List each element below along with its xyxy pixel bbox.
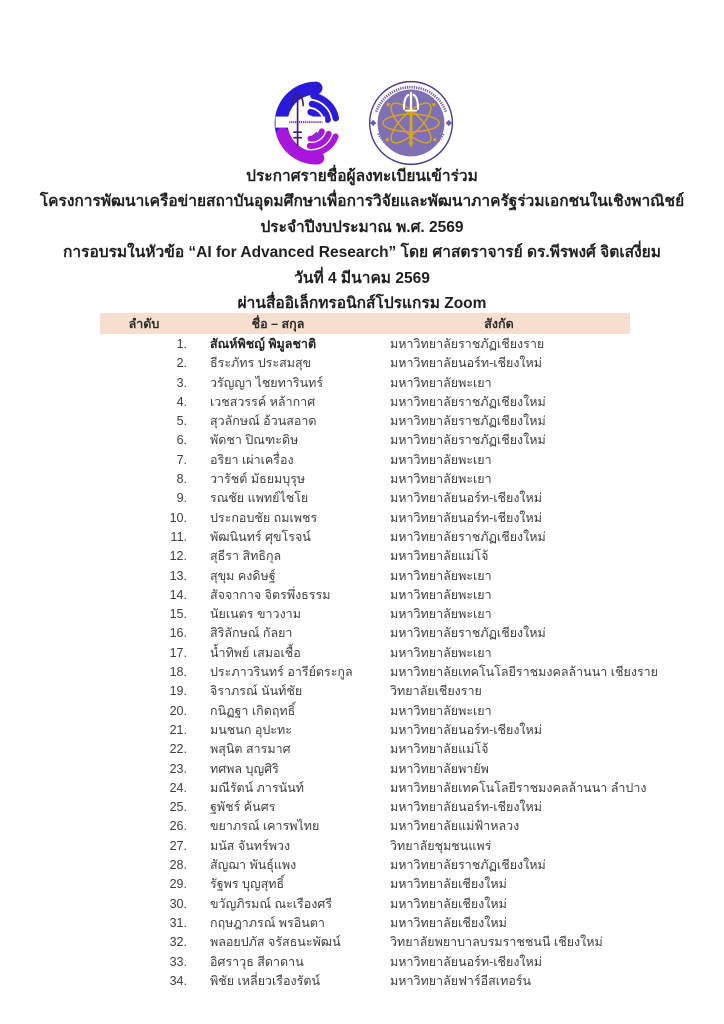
row-number: 24. <box>169 780 187 795</box>
participant-name: พัฒนินทร์ ศุขโรจน์ <box>210 529 311 544</box>
row-number: 14. <box>169 587 187 602</box>
row-number: 9. <box>176 491 187 506</box>
participant-name: พิชัย เหลี่ยวเรืองรัตน์ <box>210 973 321 988</box>
participant-affiliation: มหาวิทยาลัยเชียงใหม่ <box>390 877 507 892</box>
row-number: 1. <box>176 337 187 351</box>
row-number: 6. <box>176 433 187 448</box>
row-number: 17. <box>169 645 187 660</box>
participant-name: ธีระภัทร ประสมสุข <box>210 356 312 371</box>
table-row <box>100 373 630 392</box>
participant-affiliation: มหาวิทยาลัยแม่ฟ้าหลวง <box>390 819 520 834</box>
row-number: 7. <box>176 452 187 467</box>
row-number: 16. <box>169 626 187 641</box>
project-name-line: โครงการพัฒนาเครือข่ายสถาบันอุดมศึกษาเพื่อการวิจัยและพัฒนาภาครัฐร่วมเอกชนในเชิงพาณิชย์ <box>39 193 685 211</box>
table-row <box>100 623 630 642</box>
table-row <box>100 643 630 662</box>
participant-affiliation: วิทยาลัยพยาบาลบรมราชชนนี เชียงใหม่ <box>390 935 603 950</box>
row-number: 11. <box>170 529 187 544</box>
participant-affiliation: มหาวิทยาลัยเทคโนโลยีราชมงคลล้านนา เชียงราย <box>390 665 658 680</box>
row-number: 28. <box>169 858 187 873</box>
participant-affiliation: มหาวิทยาลัยพายัพ <box>390 761 489 776</box>
participant-name: วารัชต์ มัธยมบุรุษ <box>210 472 306 487</box>
table-row <box>100 778 647 797</box>
participant-name: กนิฏฐา เกิดฤทธิ์ <box>210 703 296 718</box>
participant-affiliation: มหาวิทยาลัยพะเยา <box>390 472 492 487</box>
row-number: 34. <box>169 973 187 988</box>
participant-affiliation: มหาวิทยาลัยนอร์ท-เชียงใหม่ <box>390 800 543 815</box>
participant-affiliation: มหาวิทยาลัยพะเยา <box>390 607 492 622</box>
row-number: 33. <box>169 954 187 969</box>
row-number: 29. <box>169 877 187 892</box>
participant-name: รัฐพร บุญสุทธิ์ <box>210 877 285 892</box>
table-row <box>100 546 630 565</box>
participant-name: ทศพล บุญศิริ <box>210 761 279 776</box>
table-row <box>100 681 630 700</box>
row-number: 10. <box>169 510 187 525</box>
row-number: 18. <box>169 665 187 680</box>
participant-affiliation: มหาวิทยาลัยพะเยา <box>390 587 492 602</box>
column-header-number: ลำดับ <box>128 316 160 331</box>
table-header-row <box>100 313 630 334</box>
table-body <box>100 334 658 990</box>
participant-name: ขวัญภิรมณ์ ณะเรืองศรี <box>210 896 333 911</box>
title-block <box>0 164 724 316</box>
table-row <box>100 874 630 893</box>
participant-name: สัจจากาจ จิตรพึ่งธรรม <box>210 587 331 602</box>
table-row <box>100 759 630 778</box>
participant-affiliation: วิทยาลัยชุมชนแพร่ <box>390 838 492 853</box>
participant-name: สุขุม คงดิษฐ์ <box>210 568 276 583</box>
participant-name: สุธีรา สิทธิกุล <box>210 549 282 564</box>
participant-name: สัณห์พิชญ์ พิมูลชาติ <box>210 337 317 351</box>
participant-affiliation: มหาวิทยาลัยราชภัฏเชียงใหม่ <box>390 394 546 409</box>
row-number: 19. <box>169 684 187 699</box>
row-number: 8. <box>176 472 187 487</box>
table-row <box>100 720 630 739</box>
table-row <box>100 971 630 990</box>
row-number: 13. <box>169 568 187 583</box>
participant-name: พัดชา ปิณฑะดิษ <box>210 433 299 448</box>
participant-affiliation: มหาวิทยาลัยแม่โจ้ <box>390 549 489 564</box>
participant-name: นัยเนตร ขาวงาม <box>210 607 301 622</box>
university-seal-icon <box>367 79 455 169</box>
science-park-logo-icon <box>270 77 362 169</box>
participant-affiliation: มหาวิทยาลัยพะเยา <box>390 568 492 583</box>
participant-name: น้ำทิพย์ เสมอเชื้อ <box>210 645 301 660</box>
participants-table <box>100 313 658 990</box>
row-number: 26. <box>169 819 187 834</box>
row-number: 12. <box>169 549 187 564</box>
participant-name: พสุนิต สารมาศ <box>210 742 291 757</box>
row-number: 22. <box>169 742 187 757</box>
row-number: 30. <box>169 896 187 911</box>
participant-affiliation: มหาวิทยาลัยพะเยา <box>390 703 492 718</box>
row-number: 15. <box>169 607 187 622</box>
participant-name: อริยา เผ่าเครื่อง <box>210 452 294 467</box>
participant-name: กฤษฎาภรณ์ พรอินตา <box>210 915 325 930</box>
participant-affiliation: มหาวิทยาลัยนอร์ท-เชียงใหม่ <box>390 722 543 737</box>
participant-affiliation: มหาวิทยาลัยราชภัฏเชียงใหม่ <box>390 433 546 448</box>
table-row <box>100 585 630 604</box>
row-number: 2. <box>176 356 187 371</box>
participant-name: มนชนก อุปะทะ <box>210 722 292 737</box>
row-number: 27. <box>169 838 187 853</box>
table-row <box>100 932 630 951</box>
table-row <box>100 855 630 874</box>
table-row <box>100 353 630 372</box>
row-number: 23. <box>169 761 187 776</box>
table-row <box>100 662 658 681</box>
participant-affiliation: มหาวิทยาลัยราชภัฏเชียงราย <box>390 337 545 351</box>
participant-name: มณีรัตน์ ภารนันท์ <box>210 780 304 795</box>
table-row <box>100 836 630 855</box>
participant-affiliation: มหาวิทยาลัยพะเยา <box>390 645 492 660</box>
participant-affiliation: มหาวิทยาลัยพะเยา <box>390 452 492 467</box>
participant-name: ขยาภรณ์ เคารพไทย <box>210 819 320 834</box>
participant-name: รณชัย แพทย์ไชโย <box>210 491 309 506</box>
participant-name: สิริลักษณ์ กัลยา <box>210 626 293 641</box>
participant-name: วรัญญา ไชยทารินทร์ <box>210 375 324 390</box>
participant-affiliation: มหาวิทยาลัยฟาร์อีสเทอร์น <box>390 973 532 988</box>
table-row <box>100 527 630 546</box>
participant-name: ประภาวรินทร์ อารีย์ตระกูล <box>210 665 353 680</box>
platform-line: ผ่านสื่ออิเล็กทรอนิกส์โปรแกรม Zoom <box>237 295 487 313</box>
participant-name: ฐพัชร์ ค้นศร <box>210 800 276 815</box>
row-number: 21. <box>169 722 187 737</box>
participant-affiliation: มหาวิทยาลัยเชียงใหม่ <box>390 915 507 930</box>
table-row <box>100 739 630 758</box>
page-title: ประกาศรายชื่อผู้ลงทะเบียนเข้าร่วม <box>246 168 478 185</box>
participant-affiliation: มหาวิทยาลัยนอร์ท-เชียงใหม่ <box>390 491 543 506</box>
participant-affiliation: มหาวิทยาลัยพะเยา <box>390 375 492 390</box>
row-number: 32. <box>169 935 187 950</box>
participant-name: ประกอบชัย ถมเพชร <box>210 510 318 525</box>
table-row <box>100 952 630 971</box>
table-row <box>100 701 630 720</box>
table-row <box>100 894 630 913</box>
row-number: 20. <box>169 703 187 718</box>
row-number: 25. <box>169 800 187 815</box>
participant-name: อิศราวุธ สีดาดาน <box>210 954 304 969</box>
row-number: 5. <box>176 414 187 429</box>
participant-affiliation: มหาวิทยาลัยนอร์ท-เชียงใหม่ <box>390 954 543 969</box>
table-row <box>100 411 630 430</box>
participant-name: พลอยปภัส จรัสธนะพัฒน์ <box>210 935 341 950</box>
participant-name: เวชสวรรค์ หล้ากาศ <box>210 394 316 409</box>
column-header-name: ชื่อ – สกุล <box>251 316 305 331</box>
table-row <box>100 816 630 835</box>
table-row <box>100 392 630 411</box>
event-date-line: วันที่ 4 มีนาคม 2569 <box>294 269 430 287</box>
table-row <box>100 450 630 469</box>
participant-affiliation: มหาวิทยาลัยแม่โจ้ <box>390 742 489 757</box>
row-number: 4. <box>176 394 187 409</box>
table-row <box>100 797 630 816</box>
participant-affiliation: วิทยาลัยเชียงราย <box>390 684 482 699</box>
table-row <box>100 488 630 507</box>
table-row <box>100 334 630 353</box>
table-row <box>100 566 630 585</box>
participant-affiliation: มหาวิทยาลัยราชภัฏเชียงใหม่ <box>390 858 546 873</box>
participant-affiliation: มหาวิทยาลัยราชภัฏเชียงใหม่ <box>390 626 546 641</box>
row-number: 31. <box>169 915 187 930</box>
training-topic-line: การอบรมในหัวข้อ “AI for Advanced Research” โดย ศาสตราจารย์ ดร.พีรพงศ์ จิตเสงี่ยม <box>63 244 661 262</box>
row-number: 3. <box>176 375 187 390</box>
participant-affiliation: มหาวิทยาลัยนอร์ท-เชียงใหม่ <box>390 510 543 525</box>
table-row <box>100 913 630 932</box>
table-row <box>100 430 630 449</box>
participant-affiliation: มหาวิทยาลัยเชียงใหม่ <box>390 896 507 911</box>
logo-row <box>0 77 724 169</box>
participant-name: มนัส จันทร์พวง <box>210 838 291 853</box>
participant-name: จิราภรณ์ นันท์ชัย <box>210 684 303 699</box>
participant-affiliation: มหาวิทยาลัยราชภัฏเชียงใหม่ <box>390 414 546 429</box>
table-row <box>100 604 630 623</box>
table-row <box>100 469 630 488</box>
participant-name: สุวลักษณ์ อ้วนสอาด <box>210 414 317 429</box>
participant-affiliation: มหาวิทยาลัยนอร์ท-เชียงใหม่ <box>390 356 543 371</box>
table-row <box>100 508 630 527</box>
participant-affiliation: มหาวิทยาลัยเทคโนโลยีราชมงคลล้านนา ลำปาง <box>390 780 647 795</box>
fiscal-year-line: ประจำปีงบประมาณ พ.ศ. 2569 <box>260 218 464 236</box>
participant-affiliation: มหาวิทยาลัยราชภัฏเชียงใหม่ <box>390 529 546 544</box>
column-header-affiliation: สังกัด <box>484 316 514 331</box>
participant-name: สัญฌา พันธุ์แพง <box>210 858 297 873</box>
